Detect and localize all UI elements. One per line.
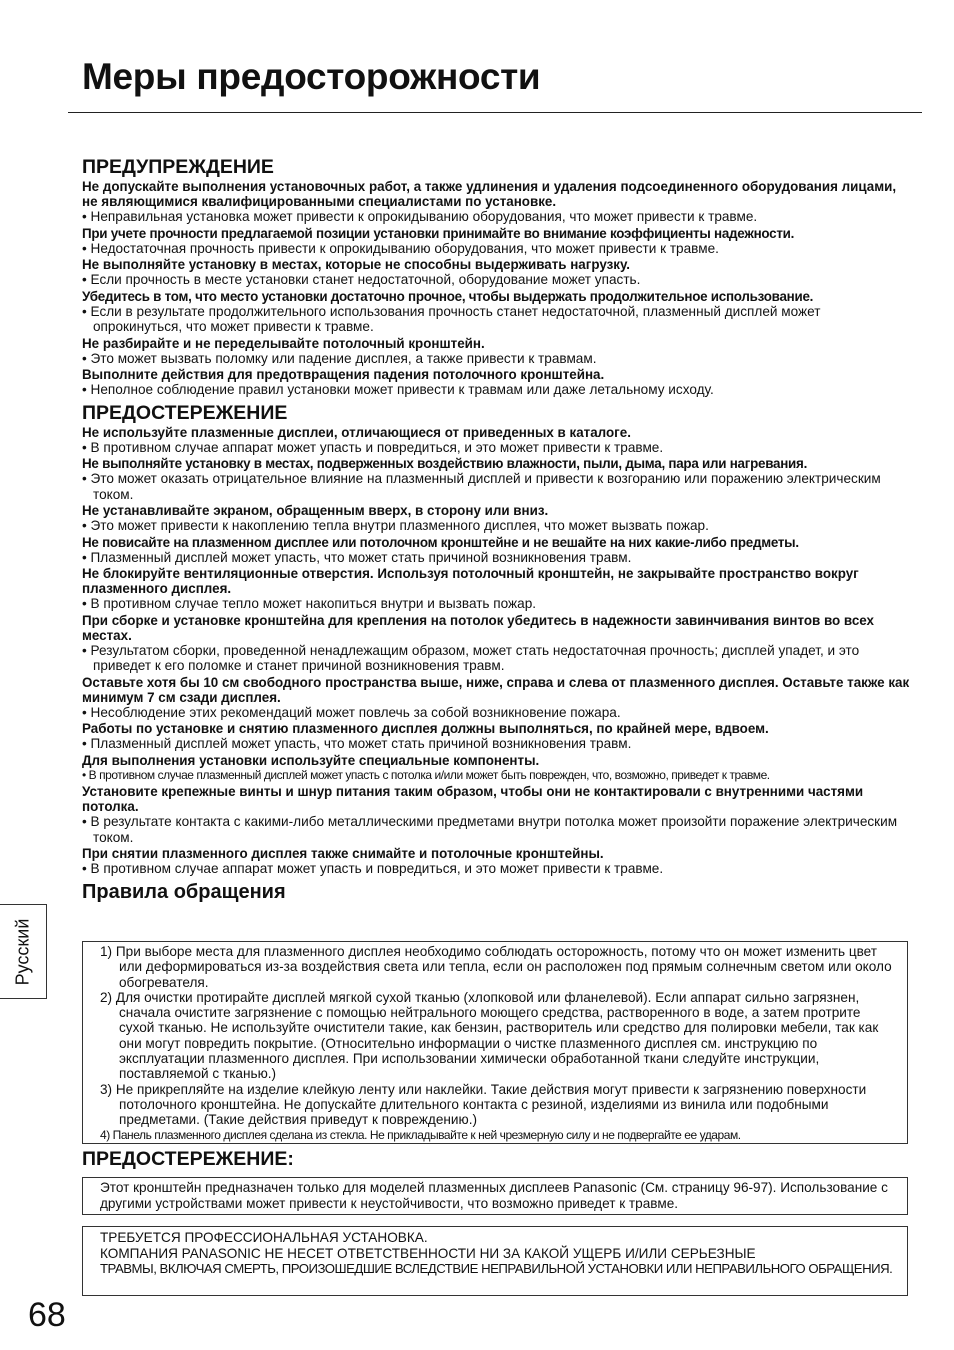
caution-item-title: Не устанавливайте экраном, обращенным вверх, в сторону или вниз. <box>82 503 549 518</box>
caution-item-title: Для выполнения установки используйте специальные компоненты. <box>82 752 540 768</box>
language-tab <box>0 904 47 999</box>
handling-rules-box <box>82 941 908 1144</box>
warning-item-bullet: • Это может вызвать поломку или падение дисплея, а также привести к травмам. <box>82 350 597 366</box>
caution-item-title: Установите крепежные винты и шнур питания таким образом, чтобы они не контактировали с внутренними частями потолка. <box>82 784 864 814</box>
caution-item-bullet: • Это может привести к накоплению тепла внутри плазменного дисплея, что может вызвать пожар. <box>82 518 709 533</box>
page-title: Меры предосторожности <box>82 56 541 97</box>
caution-item-bullet: • Результатом сборки, проведенной ненадлежащим образом, может стать недостаточная прочность; дисплей упадет, и это приведет к его поломке и станет причиной возникновения травм. <box>82 642 860 673</box>
caution-item-bullet: • Плазменный дисплей может упасть, что может стать причиной возникновения травм. <box>82 736 632 751</box>
page-number: 68 <box>28 1296 66 1334</box>
title-divider <box>68 112 922 113</box>
professional-line: КОМПАНИЯ PANASONIC НЕ НЕСЕТ ОТВЕТСТВЕННОСТИ НИ ЗА КАКОЙ УЩЕРБ И/ИЛИ СЕРЬЕЗНЫЕ <box>100 1245 756 1261</box>
warning-item-title: Выполните действия для предотвращения падения потолочного кронштейна. <box>82 367 605 382</box>
warning-item-bullet: • Недостаточная прочность привести к опрокидыванию оборудования, что может привести к травме. <box>82 240 719 256</box>
main-content <box>82 154 912 904</box>
handling-rule: 1) При выборе места для плазменного дисплея необходимо соблюдать осторожность, потому что он может изменить цвет или деформироваться из-за воздействия света или тепла, если он расположен под прямым солнечным светом или около обогревателя. <box>100 944 892 990</box>
caution-item-title: Не блокируйте вентиляционные отверстия. Используя потолочный кронштейн, не закрывайте пространство вокруг плазменного дисплея. <box>82 566 859 596</box>
caution2-text: Этот кронштейн предназначен только для моделей плазменных дисплеев Panasonic (См. страницу 96-97). Использование с другими устройствами может привести к неустойчивости, что возможно приведет к травме. <box>100 1180 888 1211</box>
warning-item-bullet: • Если в результате продолжительного использования прочность станет недостаточной, плазменный дисплей может опрокинуться, что может привести к травме. <box>82 303 821 334</box>
caution-item-bullet: • Несоблюдение этих рекомендаций может повлечь за собой возникновение пожара. <box>82 704 621 720</box>
caution-item-bullet: • В результате контакта с какими-либо металлическими предметами внутри потолка может произойти поражение электрическим током. <box>82 814 898 845</box>
warning-item-bullet: • Неправильная установка может привести к опрокидыванию оборудования, что может привести к травме. <box>82 209 758 224</box>
caution-item-bullet: • В противном случае аппарат может упасть и повредиться, и это может привести к травме. <box>82 861 664 876</box>
handling-rule: 3) Не прикрепляйте на изделие клейкую ленту или наклейки. Такие действия могут привести к загрязнению поверхности потолочного кронштейна. Не допускайте длительного контакта с резиной, изделиями из винила или подобными предметами. (Такие действия приведут к повреждению.) <box>100 1081 867 1128</box>
handling-rule: 2) Для очистки протирайте дисплей мягкой сухой тканью (хлопковой или фланелевой). Если аппарат сильно загрязнен, сначала очистите загрязнение с помощью нейтрального моющего средства, растворенного в воде, а затем протрите сухой тканью. Не используйте очистители такие, как бензин, растворитель или средство для полировки мебели, так как они могут повредить покрытие. (Относительно информации о чистке плазменного дисплея см. инструкцию по эксплуатации плазменного дисплея. При использовании химически обработанной ткани следуйте инструкции, поставляемой с тканью.) <box>100 989 879 1082</box>
caution2-box <box>82 1177 908 1215</box>
language-label: Русский <box>12 918 33 985</box>
caution-item-bullet: • Плазменный дисплей может упасть, что может стать причиной возникновения травм. <box>82 549 632 565</box>
caution-item-bullet: • В противном случае аппарат может упасть и повредиться, и это может привести к травме. <box>82 439 664 455</box>
caution-item-title: При сборке и установке кронштейна для крепления на потолок убедитесь в надежности завинчивания винтов во всех местах. <box>82 612 875 643</box>
handling-rule: 4) Панель плазменного дисплея сделана из стекла. Не прикладывайте к ней чрезмерную силу и не подвергайте ее ударам. <box>100 1127 741 1142</box>
professional-line: ТРАВМЫ, ВКЛЮЧАЯ СМЕРТЬ, ПРОИЗОШЕДШИЕ ВСЛЕДСТВИЕ НЕПРАВИЛЬНОЙ УСТАНОВКИ ИЛИ НЕПРАВИЛЬНОГО ОБРАЩЕНИЯ. <box>100 1261 893 1277</box>
caution-item-bullet: • Это может оказать отрицательное влияние на плазменный дисплей и привести к возгоранию или поражению электрическим током. <box>82 471 881 502</box>
caution-item-bullet: • В противном случае плазменный дисплей может упасть с потолка и/или может быть поврежден, что, возможно, приведет к травме. <box>82 767 770 782</box>
caution2-heading: ПРЕДОСТЕРЕЖЕНИЕ: <box>82 1148 294 1170</box>
caution-item-title: Работы по установке и снятию плазменного дисплея должны выполняться, по крайней мере, вдвоем. <box>82 721 769 736</box>
warning-item-bullet: • Если прочность в месте установки станет недостаточной, оборудование может упасть. <box>82 272 641 287</box>
handling-heading: Правила обращения <box>82 880 286 903</box>
caution-item-title: Не используйте плазменные дисплеи, отличающиеся от приведенных в каталоге. <box>82 424 631 440</box>
warning-item-title: Не разбирайте и не переделывайте потолочный кронштейн. <box>82 335 485 351</box>
warning-item-title: При учете прочности предлагаемой позиции установки принимайте во внимание коэффициенты надежности. <box>82 225 795 241</box>
caution-item-title: Не повисайте на плазменном дисплее или потолочном кронштейне и не вешайте на них какие-либо предметы. <box>82 534 799 550</box>
warning-item-bullet: • Неполное соблюдение правил установки может привести к травмам или даже летальному исходу. <box>82 382 714 397</box>
caution-item-title: Не выполняйте установку в местах, подверженных воздействию влажности, пыли, дыма, пара или нагревания. <box>82 456 808 471</box>
professional-line: ТРЕБУЕТСЯ ПРОФЕССИОНАЛЬНАЯ УСТАНОВКА. <box>100 1230 428 1245</box>
warning-item-title: Убедитесь в том, что место установки достаточно прочное, чтобы выдержать продолжительное использование. <box>82 288 814 304</box>
professional-install-box <box>82 1226 908 1296</box>
caution-item-title: Оставьте хотя бы 10 см свободного пространства выше, ниже, справа и слева от плазменного дисплея. Оставьте также как минимум 7 см сзади дисплея. <box>82 674 910 705</box>
caution-heading: ПРЕДОСТЕРЕЖЕНИЕ <box>82 401 288 424</box>
warning-item-title: Не допускайте выполнения установочных работ, а также удлинения и удаления подсоединенного оборудования лицами, не являющимися квалифицированными специалистами по установке. <box>82 179 897 209</box>
caution-item-title: При снятии плазменного дисплея также снимайте и потолочные кронштейны. <box>82 846 604 861</box>
warning-heading: ПРЕДУПРЕЖДЕНИЕ <box>82 156 274 178</box>
warning-item-title: Не выполняйте установку в местах, которые не способны выдерживать нагрузку. <box>82 257 630 272</box>
caution-item-bullet: • В противном случае тепло может накопиться внутри и вызвать пожар. <box>82 596 537 611</box>
